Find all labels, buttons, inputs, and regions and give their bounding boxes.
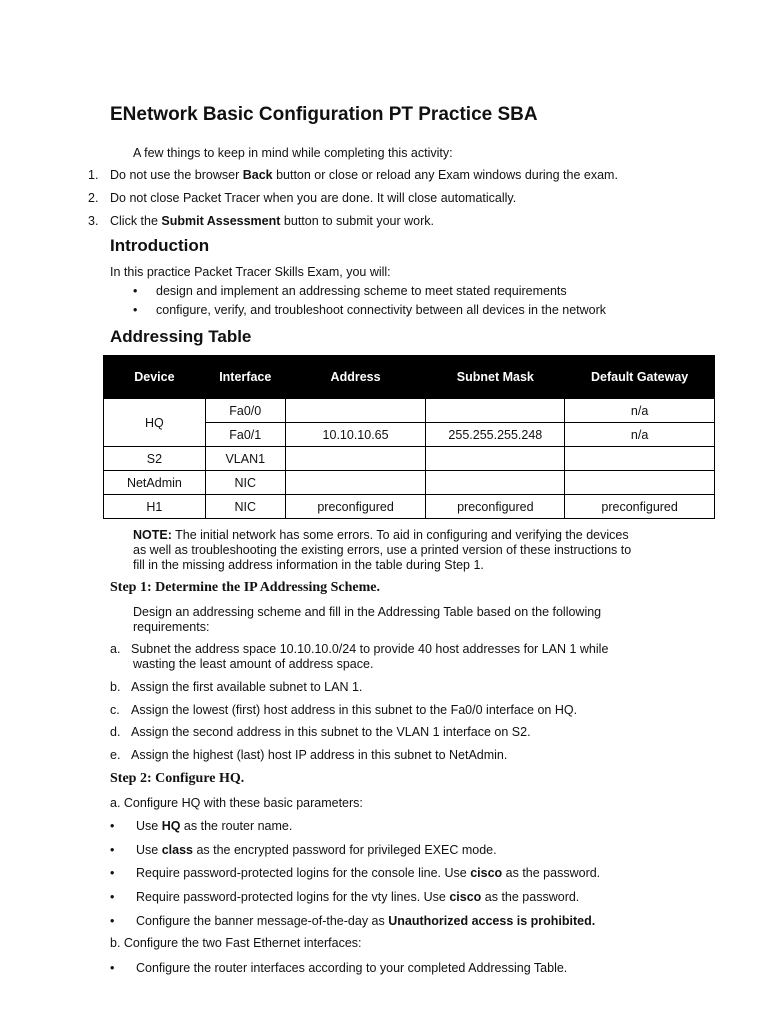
cell-interface: VLAN1	[205, 447, 285, 471]
introduction-heading: Introduction	[110, 236, 210, 255]
step-1-item-a-cont: wasting the least amount of address space.	[133, 657, 374, 671]
header-default-gateway: Default Gateway	[565, 356, 715, 399]
page-title: ENetwork Basic Configuration PT Practice SBA	[110, 104, 538, 125]
step-2-b-bullet-1: Configure the router interfaces according to your completed Addressing Table.	[136, 961, 568, 975]
cell-interface: NIC	[205, 471, 285, 495]
step-1-letter-e: e.	[110, 748, 121, 762]
header-address: Address	[285, 356, 426, 399]
rule-3: Click the Submit Assessment button to submit your work.	[110, 214, 434, 228]
step-1-letter-b: b.	[110, 680, 121, 694]
bullet-icon: •	[110, 890, 115, 904]
step-1-letter-d: d.	[110, 725, 121, 739]
step-2-bullet-3: Require password-protected logins for the console line. Use cisco as the password.	[136, 866, 601, 880]
step-1-item-a: Subnet the address space 10.10.10.0/24 to provide 40 host addresses for LAN 1 while	[131, 642, 609, 656]
cell-address: preconfigured	[285, 495, 426, 519]
step-2-bullet-1: Use HQ as the router name.	[136, 819, 293, 833]
header-subnet-mask: Subnet Mask	[426, 356, 565, 399]
bullet-icon: •	[110, 914, 115, 928]
note-label: NOTE:	[133, 528, 172, 542]
bullet-icon: •	[110, 843, 115, 857]
step-1-item-d: Assign the second address in this subnet to the VLAN 1 interface on S2.	[131, 725, 531, 739]
note-paragraph: NOTE: The initial network has some errors. To aid in configuring and verifying the devices as well as troubleshooting the existing errors, use a printed version of these instructions to fill in the missing address information in the table during Step 1.	[133, 528, 632, 572]
introduction-lead: In this practice Packet Tracer Skills Exam, you will:	[110, 265, 391, 279]
rule-3-number: 3.	[88, 214, 99, 228]
table-row	[104, 471, 715, 495]
step-2-item-b: b. Configure the two Fast Ethernet interfaces:	[110, 936, 362, 950]
cell-address	[285, 447, 426, 471]
cell-mask	[426, 471, 565, 495]
bullet-icon: •	[110, 961, 115, 975]
step-2-bullet-5: Configure the banner message-of-the-day as Unauthorized access is prohibited.	[136, 914, 596, 928]
cell-interface: Fa0/1	[205, 423, 285, 447]
rule-2: Do not close Packet Tracer when you are done. It will close automatically.	[110, 191, 517, 205]
header-device: Device	[104, 356, 206, 399]
step-2-heading: Step 2: Configure HQ.	[110, 771, 245, 786]
step-1-item-e: Assign the highest (last) host IP address in this subnet to NetAdmin.	[131, 748, 508, 762]
cell-device: S2	[104, 447, 206, 471]
step-2-bullet-2: Use class as the encrypted password for privileged EXEC mode.	[136, 843, 497, 857]
cell-mask: 255.255.255.248	[426, 423, 565, 447]
addressing-table-heading: Addressing Table	[110, 327, 252, 346]
cell-device: H1	[104, 495, 206, 519]
step-2-bullet-4: Require password-protected logins for the vty lines. Use cisco as the password.	[136, 890, 580, 904]
cell-interface: NIC	[205, 495, 285, 519]
cell-gateway: preconfigured	[565, 495, 715, 519]
step-1-letter-a: a.	[110, 642, 121, 656]
step-1-heading: Step 1: Determine the IP Addressing Scheme.	[110, 580, 380, 595]
step-1-lead-cont: requirements:	[133, 620, 210, 634]
addressing-table	[103, 355, 715, 519]
table-row	[104, 399, 715, 423]
step-1-lead: Design an addressing scheme and fill in the Addressing Table based on the following	[133, 605, 602, 619]
cell-device: NetAdmin	[104, 471, 206, 495]
cell-address	[285, 399, 426, 423]
header-interface: Interface	[205, 356, 285, 399]
bullet-icon: •	[133, 303, 138, 317]
table-row	[104, 495, 715, 519]
intro-line: A few things to keep in mind while completing this activity:	[133, 146, 453, 160]
intro-bullet-1: design and implement an addressing scheme to meet stated requirements	[156, 284, 567, 298]
step-1-item-b: Assign the first available subnet to LAN 1.	[131, 680, 363, 694]
cell-mask: preconfigured	[426, 495, 565, 519]
cell-mask	[426, 447, 565, 471]
cell-gateway: n/a	[565, 423, 715, 447]
bullet-icon: •	[110, 866, 115, 880]
intro-bullet-2: configure, verify, and troubleshoot connectivity between all devices in the network	[156, 303, 607, 317]
bullet-icon: •	[110, 819, 115, 833]
cell-gateway	[565, 471, 715, 495]
cell-gateway: n/a	[565, 399, 715, 423]
step-1-item-c: Assign the lowest (first) host address in this subnet to the Fa0/0 interface on HQ.	[131, 703, 578, 717]
table-row	[104, 447, 715, 471]
rule-1: Do not use the browser Back button or close or reload any Exam windows during the exam.	[110, 168, 618, 182]
cell-address	[285, 471, 426, 495]
cell-address: 10.10.10.65	[285, 423, 426, 447]
step-2-item-a: a. Configure HQ with these basic parameters:	[110, 796, 363, 810]
rule-1-number: 1.	[88, 168, 99, 182]
cell-interface: Fa0/0	[205, 399, 285, 423]
cell-gateway	[565, 447, 715, 471]
step-1-letter-c: c.	[110, 703, 120, 717]
cell-mask	[426, 399, 565, 423]
table-header-row	[104, 356, 715, 399]
rule-2-number: 2.	[88, 191, 99, 205]
bullet-icon: •	[133, 284, 138, 298]
cell-device: HQ	[104, 399, 206, 447]
